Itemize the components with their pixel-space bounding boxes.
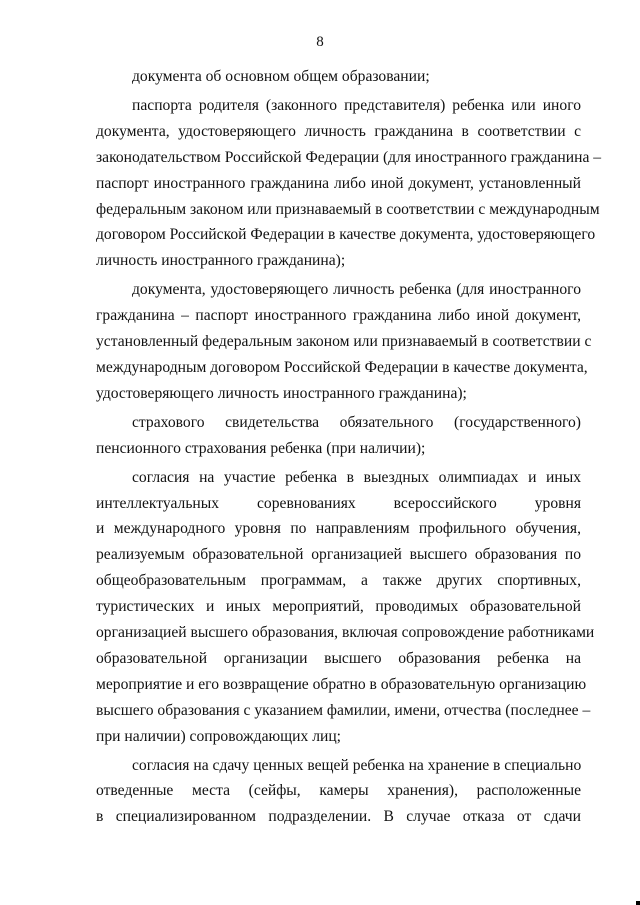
paragraph-olympiad-consent: [96, 465, 595, 750]
text-line: гражданина – паспорт иностранного гражданина либо иной документ,: [96, 307, 581, 325]
text-line: мероприятие и его возвращение обратно в образовательную организацию: [96, 675, 587, 693]
text-line: документа, удостоверяющего личность ребенка (для иностранного: [132, 281, 581, 299]
page-number: 8: [316, 34, 324, 50]
text-line: паспорт иностранного гражданина либо иной документ, установленный: [96, 174, 581, 192]
text-line: договором Российской Федерации в качестве документа, удостоверяющего: [96, 226, 596, 244]
text-line: личность иностранного гражданина);: [96, 252, 346, 270]
text-line: согласия на участие ребенка в выездных олимпиадах и иных: [132, 468, 581, 486]
text-line: образовательной организации высшего образования ребенка на: [96, 649, 581, 667]
text-line: законодательством Российской Федерации (для иностранного гражданина –: [96, 148, 602, 166]
text-line: страхового свидетельства обязательного (государственного): [132, 413, 581, 431]
text-line: отведенные места (сейфы, камеры хранения), расположенные: [96, 782, 581, 800]
text-line: туристических и иных мероприятий, проводимых образовательной: [96, 598, 581, 616]
text-line: международным договором Российской Федерации в качестве документа,: [96, 358, 588, 376]
text-line: установленный федеральным законом или признаваемый в соответствии с: [96, 333, 592, 351]
text-line: паспорта родителя (законного представителя) ребенка или иного: [132, 96, 581, 114]
scan-corner-mark: [636, 901, 640, 905]
text-line: и международного уровня по направлениям профильного обучения,: [96, 520, 581, 538]
text-line: согласия на сдачу ценных вещей ребенка на хранение в специально: [132, 756, 582, 774]
paragraph-pension-insurance: [96, 410, 581, 462]
text-line: удостоверяющего личность иностранного гражданина);: [96, 384, 467, 402]
text-line: при наличии) сопровождающих лиц;: [96, 727, 341, 745]
text-line: документа об основном общем образовании;: [132, 68, 430, 85]
text-line: пенсионного страхования ребенка (при наличии);: [96, 439, 426, 457]
paragraph-parent-passport: [96, 93, 602, 274]
text-line: высшего образования с указанием фамилии, имени, отчества (последнее –: [96, 701, 591, 719]
text-line: федеральным законом или признаваемый в соответствии с международным: [96, 200, 600, 218]
paragraph-valuables-consent: [96, 753, 581, 831]
paragraph-basic-education-document: [96, 64, 581, 90]
text-line: в специализированном подразделении. В случае отказа от сдачи: [96, 808, 581, 826]
document-body: [96, 64, 602, 830]
text-line: общеобразовательным программам, а также других спортивных,: [96, 572, 581, 590]
text-line: реализуемым образовательной организацией высшего образования по: [96, 546, 581, 564]
paragraph-child-identity-document: [96, 277, 592, 407]
text-line: интеллектуальных соревнованиях всероссийского уровня: [96, 494, 581, 512]
text-line: документа, удостоверяющего личность гражданина в соответствии с: [96, 122, 581, 140]
text-line: организацией высшего образования, включая сопровождение работниками: [96, 624, 595, 642]
